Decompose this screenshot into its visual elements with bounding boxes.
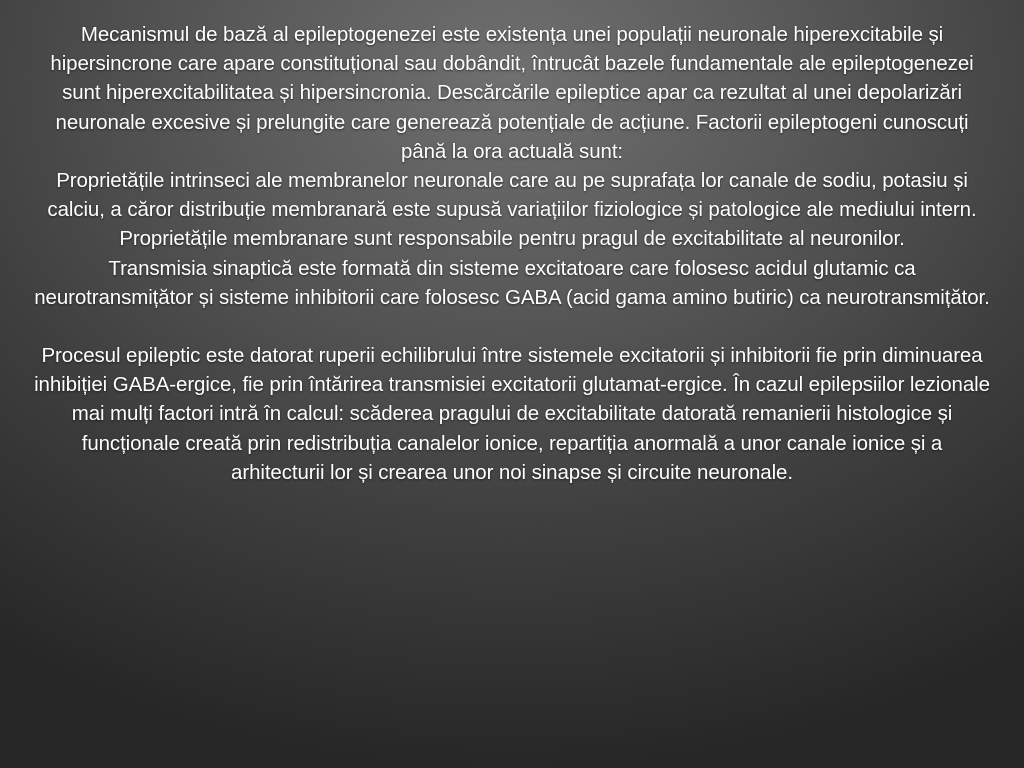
paragraph-membrane-properties: Proprietățile intrinseci ale membranelor neuronale care au pe suprafața lor canale de sodiu, potasiu și calciu, a căror distribuție membranară este supusă variațiilor fiziologice și patologice ale mediului intern. Proprietățile membranare sunt responsabile pentru pragul de excitabilitate al neuronilor. [47,169,977,251]
paragraph-epileptogenesis-mechanism: Mecanismul de bază al epileptogenezei este existența unei populații neuronale hiperexcitabile și hipersincrone care apare constituțional sau dobândit, întrucât bazele fundamentale ale epileptogenezei sunt hiperexcitabilitatea și hipersincronia. Descărcările epileptice apar ca rezultat al unei depolarizări neuronale excesive și prelungite care generează potențiale de acțiune. Factorii epileptogeni cunoscuți până la ora actuală sunt: [50,23,974,163]
paragraph-synaptic-transmission: Transmisia sinaptică este formată din sisteme excitatoare care folosesc acidul glutamic ca neurotransmițător și sisteme inhibitorii care folosesc GABA (acid gama amino butiric) ca neurotransmițător. [34,256,990,309]
paragraph-epileptic-process: Procesul epileptic este datorat ruperii echilibrului între sistemele excitatorii și inhibitorii fie prin diminuarea inhibiției GABA-ergice, fie prin întărirea transmisiei excitatorii glutamat-ergice. În cazul epilepsiilor lezionale mai mulți factori intră în calcul: scăderea pragului de excitabilitate datorată remanierii histologice și funcționale creată prin redistribuția canalelor ionice, repartiția anormală a unor canale ionice și a arhitecturii lor și crearea unor noi sinapse și circuite neuronale. [34,344,990,484]
slide-body-text [34,20,990,487]
